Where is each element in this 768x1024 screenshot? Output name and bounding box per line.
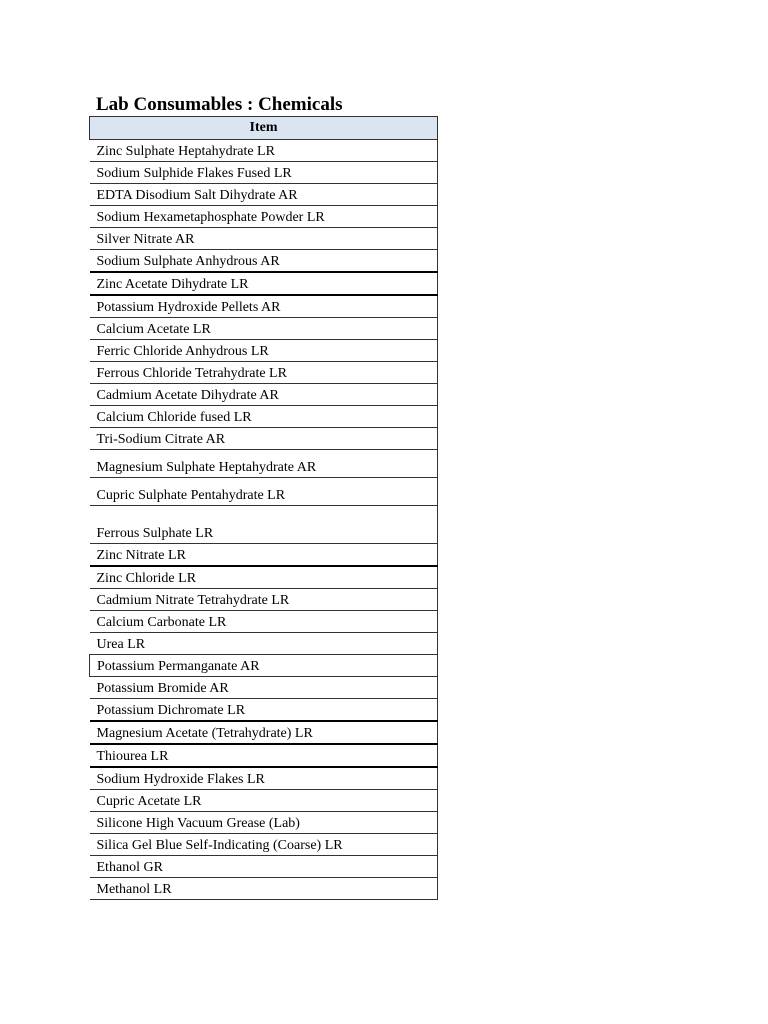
table-cell[interactable]: Cadmium Nitrate Tetrahydrate LR [90,589,438,611]
table-row [90,478,438,506]
table-cell[interactable]: Zinc Acetate Dihydrate LR [90,272,438,295]
table-cell[interactable]: Silicone High Vacuum Grease (Lab) [90,812,438,834]
table-row [90,295,438,318]
chemicals-table [89,116,438,900]
table-cell[interactable]: Calcium Carbonate LR [90,611,438,633]
table-cell[interactable]: Zinc Nitrate LR [90,544,438,567]
table-cell[interactable]: Sodium Sulphate Anhydrous AR [90,250,438,273]
table-header-row [90,117,438,140]
table-row [90,566,438,589]
table-cell[interactable]: Cupric Acetate LR [90,790,438,812]
table-row [90,677,438,699]
table-cell[interactable]: Methanol LR [90,878,438,900]
table-row [90,340,438,362]
table-cell[interactable]: Magnesium Acetate (Tetrahydrate) LR [90,721,438,744]
table-row [90,721,438,744]
table-row [90,856,438,878]
table-cell[interactable]: Zinc Sulphate Heptahydrate LR [90,140,438,162]
table-cell[interactable]: Calcium Acetate LR [90,318,438,340]
table-row [90,506,438,544]
table-cell[interactable]: Sodium Sulphide Flakes Fused LR [90,162,438,184]
table-cell[interactable]: Tri-Sodium Citrate AR [90,428,438,450]
table-row [90,406,438,428]
table-cell[interactable]: Magnesium Sulphate Heptahydrate AR [90,450,438,478]
table-row [90,589,438,611]
table-row [90,318,438,340]
table-row [90,428,438,450]
table-row [90,184,438,206]
table-row [90,699,438,722]
table-row [90,450,438,478]
table-cell[interactable]: Urea LR [90,633,438,655]
table-cell[interactable]: Ferrous Sulphate LR [90,506,438,544]
table-cell[interactable]: Potassium Bromide AR [90,677,438,699]
table-row [90,162,438,184]
table-row [90,633,438,655]
table-row [90,767,438,790]
table-cell[interactable]: Calcium Chloride fused LR [90,406,438,428]
table-row [90,362,438,384]
table-row [90,744,438,767]
table-cell[interactable]: Silica Gel Blue Self-Indicating (Coarse) LR [90,834,438,856]
table-row [90,250,438,273]
table-row [90,206,438,228]
column-header-item[interactable]: Item [90,117,438,140]
table-row [90,140,438,162]
table-row [90,812,438,834]
table-cell[interactable]: Ferrous Chloride Tetrahydrate LR [90,362,438,384]
table-row [90,790,438,812]
table-cell[interactable]: Silver Nitrate AR [90,228,438,250]
table-row [90,611,438,633]
table-row [90,544,438,567]
table-cell[interactable]: Ferric Chloride Anhydrous LR [90,340,438,362]
table-cell[interactable]: Potassium Permanganate AR [90,655,438,677]
page-title: Lab Consumables : Chemicals [96,94,343,115]
table-cell[interactable]: Cupric Sulphate Pentahydrate LR [90,478,438,506]
table-cell[interactable]: Potassium Dichromate LR [90,699,438,722]
table-cell[interactable]: Thiourea LR [90,744,438,767]
table-row [90,228,438,250]
table-cell[interactable]: Cadmium Acetate Dihydrate AR [90,384,438,406]
table-cell[interactable]: Zinc Chloride LR [90,566,438,589]
table-cell[interactable]: Potassium Hydroxide Pellets AR [90,295,438,318]
table-row [90,834,438,856]
table-cell[interactable]: EDTA Disodium Salt Dihydrate AR [90,184,438,206]
table-row [90,384,438,406]
table-cell[interactable]: Ethanol GR [90,856,438,878]
table-cell[interactable]: Sodium Hexametaphosphate Powder LR [90,206,438,228]
table-row [90,272,438,295]
table-cell[interactable]: Sodium Hydroxide Flakes LR [90,767,438,790]
table-row [90,655,438,677]
table-row [90,878,438,900]
